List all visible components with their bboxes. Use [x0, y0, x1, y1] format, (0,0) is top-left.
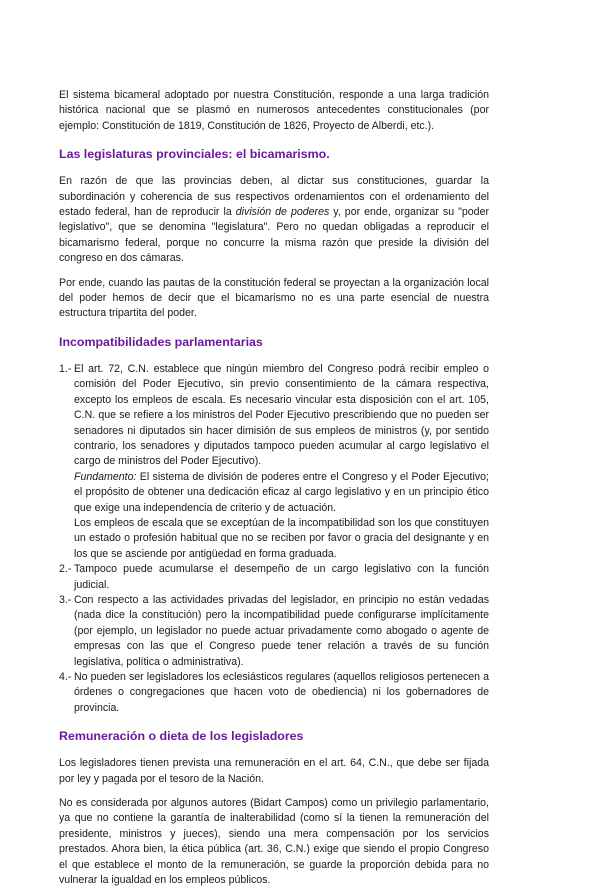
legislaturas-p1-before: En razón de que las provincias deben, al dictar sus constituciones, guardar la subordinación y coherencia de sus respectivos ordenamientos con el ordenamiento del estado federal, han de reproducir la — [59, 175, 489, 219]
fundamento-label: Fundamento: — [74, 470, 137, 483]
section-heading-remuneracion: Remuneración o dieta de los legisladores — [59, 729, 304, 744]
intro-paragraph: El sistema bicameral adoptado por nuestra Constitución, responde a una larga tradición histórica nacional que se plasmó en numerosos antecedentes constitucionales (por ejemplo: Constitución de 1819, Constitución de 1826, Proyecto de Alberdi, etc.). — [59, 89, 489, 132]
list-item-text: Tampoco puede acumularse el desempeño de un cargo legislativo con la función judicial. — [74, 563, 489, 591]
list-item-extra: Los empleos de escala que se exceptúan de la incompatibilidad son los que constituyen un estado o profesión habitual que no se reciben por favor o gracia del designante y en los que se asciende por antigüedad en forma graduada. — [74, 516, 489, 560]
list-item — [59, 362, 489, 562]
list-item-text: El art. 72, C.N. establece que ningún miembro del Congreso podrá recibir empleo o comisión del Poder Ejecutivo, sin previo consentimiento de la cámara respectiva, excepto los empleos de escala. Es necesario vincular esta disposición con el art. 105, C.N. que se refiere a los ministros del Poder Ejecutivo prescribiendo que no pueden ser senadores ni diputados sin hacer dimisión de sus empleos de ministros (y, por sentido contrario, los senadores y diputados tampoco pueden acumular al cargo legislativo el cargo de ministros del Poder Ejecutivo). — [74, 362, 489, 468]
section-heading-legislaturas: Las legislaturas provinciales: el bicamarismo. — [59, 147, 330, 162]
list-item-text: No pueden ser legisladores los eclesiásticos regulares (aquellos religiosos pertenecen a órdenes o congregaciones que hacen voto de obediencia) ni los gobernadores de provincia. — [74, 671, 489, 714]
list-item — [59, 670, 489, 716]
remuneracion-paragraph-2: No es considerada por algunos autores (Bidart Campos) como un privilegio parlamentario, ya que no contiene la garantía de inalterabilidad (como sí la tienen la remuneración del presidente, ministros y jueces), siendo una mera compensación por los servicios prestados. Ahora bien, la ética pública (art. 36, C.N.) exige que siendo el propio Congreso el que establece el monto de la remuneración, se guarde la proporción debida para no vulnerar la igualdad en los empleos públicos. — [59, 797, 489, 887]
list-item — [59, 593, 489, 670]
remuneracion-paragraph-1: Los legisladores tienen prevista una remuneración en el art. 64, C.N., que debe ser fijada por ley y pagada por el tesoro de la Nación. — [59, 757, 489, 785]
list-item-text: Con respecto a las actividades privadas del legislador, en principio no están vedadas (nada dice la constitución) pero la incompatibilidad puede configurarse implícitamente (por ejemplo, un legislador no puede actuar privadamente como abogado o agente de empresas con las que el Congreso puede tener relación a través de su función legislativa, política o administrativa). — [74, 593, 489, 668]
list-item-number: 2.- — [59, 563, 72, 576]
list-item-number: 1.- — [59, 362, 72, 375]
legislaturas-paragraph-2: Por ende, cuando las pautas de la constitución federal se proyectan a la organización local del poder hemos de decir que el bicamarismo no es una parte esencial de nuestra estructura tripartita del poder. — [59, 276, 489, 320]
list-item-number: 3.- — [59, 593, 72, 606]
legislaturas-paragraph-1 — [59, 174, 489, 266]
list-item — [59, 562, 489, 593]
list-item-number: 4.- — [59, 671, 72, 683]
document-page — [59, 88, 489, 888]
legislaturas-p1-after: y, por ende, organizar su "poder legislativo", que se denomina "legislatura". Pero no quedan obligadas a reproducir el bicamarismo federal, porque no concurre la misma razón que preside la división del congreso en dos cámaras. — [59, 206, 489, 265]
section-heading-incompatibilidades: Incompatibilidades parlamentarias — [59, 334, 263, 349]
list-item-fundamento — [74, 470, 489, 516]
legislaturas-p1-emphasis: división de poderes — [235, 206, 330, 219]
fundamento-text: El sistema de división de poderes entre el Congreso y el Poder Ejecutivo; el propósito de obtener una dedicación eficaz al cargo legislativo y en un principio ético que exige una independencia de criterio y de actuación. — [74, 470, 489, 514]
incompatibilidades-list — [59, 362, 489, 716]
